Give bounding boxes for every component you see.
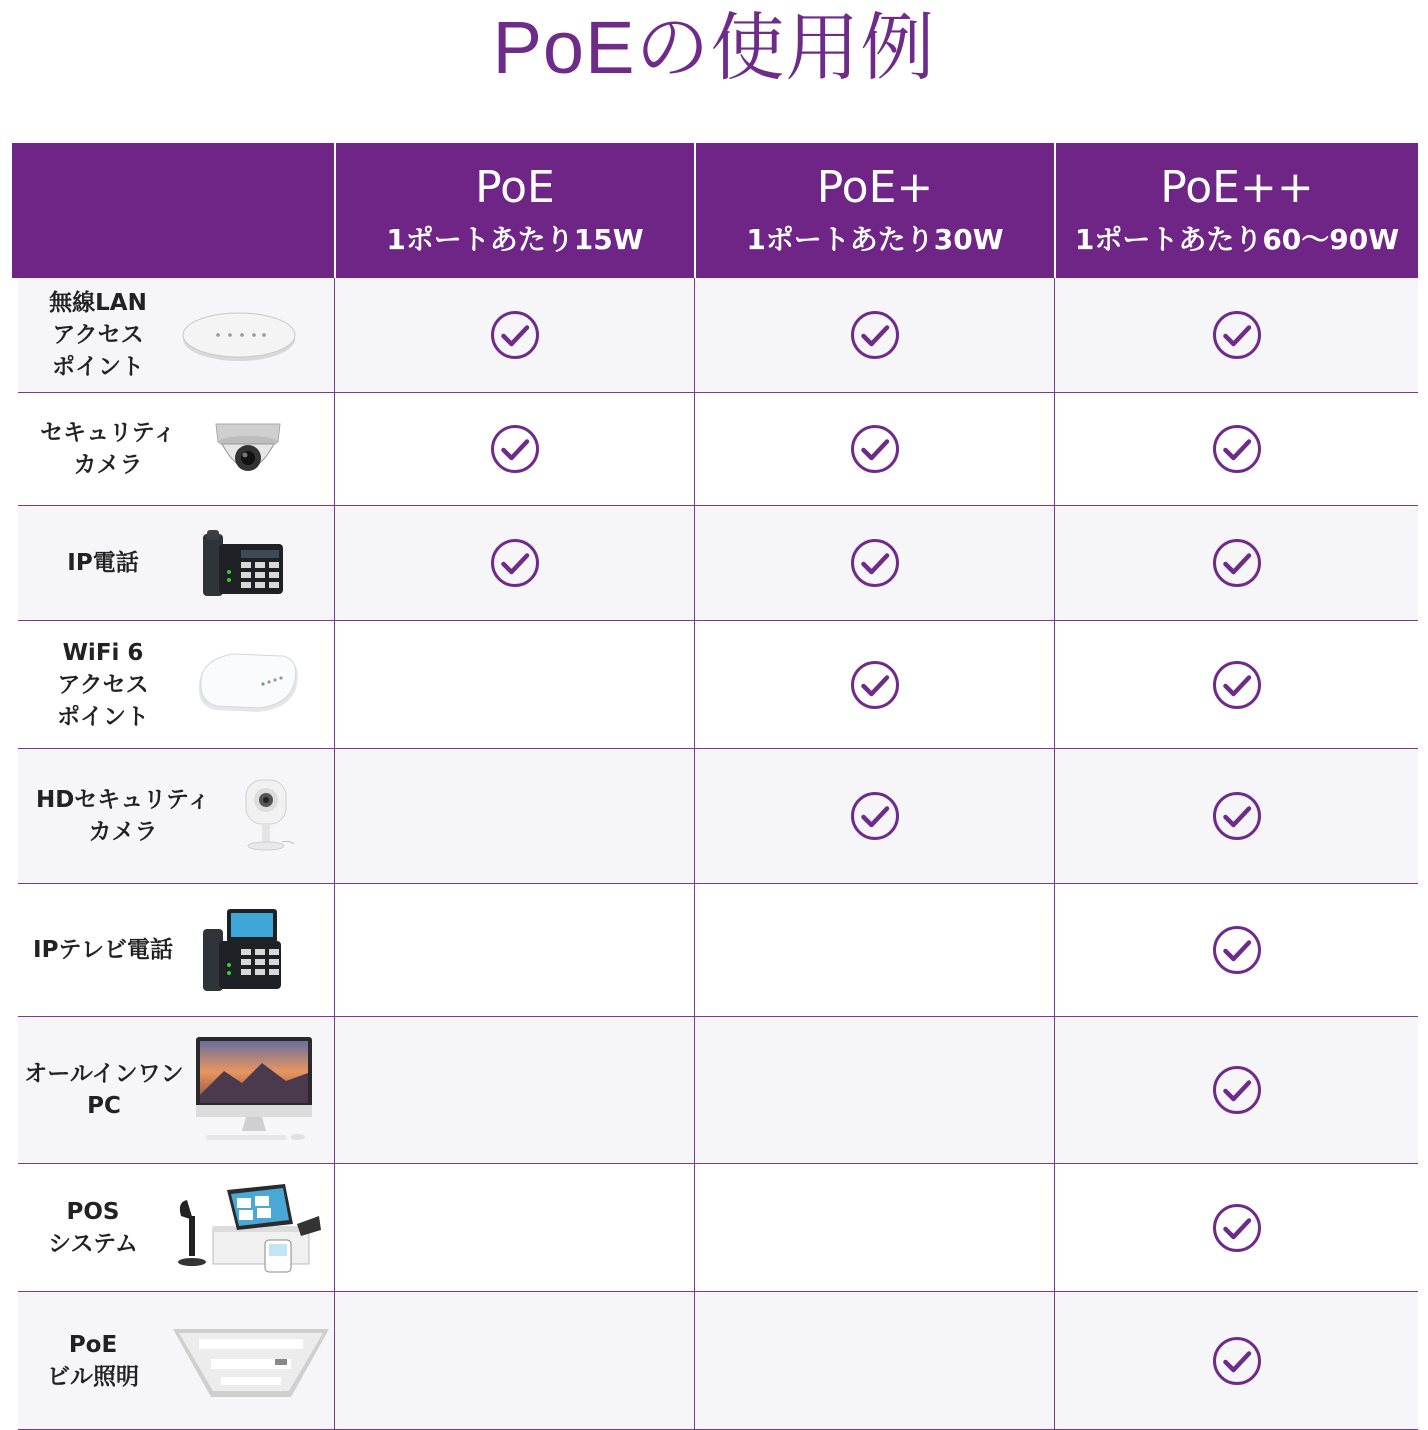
device-entry [18, 278, 334, 392]
device-cell [18, 621, 334, 749]
device-label: 無線LAN アクセス ポイント [49, 290, 147, 380]
security-camera-icon [198, 414, 298, 484]
device-label: セキュリティ カメラ [40, 420, 176, 478]
header-poe-plus-power: 1ポートあたり30W [746, 222, 1004, 256]
support-cell-poe-plus [694, 884, 1054, 1017]
device-cell [18, 278, 334, 393]
checkmark-icon [1212, 538, 1262, 588]
poe-comparison-table [12, 143, 1418, 1430]
checkmark-icon [850, 424, 900, 474]
header-poe-power: 1ポートあたり15W [386, 222, 644, 256]
header-poe-plus-plus-name: PoE++ [1160, 161, 1314, 213]
checkmark-icon [1212, 1336, 1262, 1386]
support-cell-poe-plus [694, 1017, 1054, 1164]
support-cell-poe [334, 749, 694, 884]
device-label: HDセキュリティ カメラ [35, 787, 211, 845]
header-poe-name: PoE [475, 161, 555, 213]
device-entry [18, 621, 334, 748]
checkmark-icon [1212, 660, 1262, 710]
support-cell-poe-plus [694, 393, 1054, 506]
checkmark-icon [490, 310, 540, 360]
device-cell [18, 393, 334, 506]
header-blank-cell [12, 143, 334, 278]
header-poe-plus-plus [1054, 143, 1418, 278]
wifi6-access-point-icon [188, 650, 308, 720]
support-cell-poe-plus-plus [1054, 749, 1418, 884]
access-point-icon [178, 305, 300, 365]
device-cell [18, 884, 334, 1017]
checkmark-icon [490, 424, 540, 474]
checkmark-icon [850, 791, 900, 841]
checkmark-icon [1212, 925, 1262, 975]
checkmark-icon [1212, 424, 1262, 474]
device-label: WiFi 6 アクセス ポイント [57, 639, 149, 730]
device-label: IPテレビ電話 [33, 937, 173, 963]
device-cell [18, 1017, 334, 1164]
support-cell-poe-plus-plus [1054, 506, 1418, 621]
device-label: オールインワン PC [24, 1061, 184, 1119]
device-entry [18, 1292, 334, 1429]
support-cell-poe-plus-plus [1054, 884, 1418, 1017]
checkmark-icon [490, 538, 540, 588]
support-cell-poe [334, 1164, 694, 1292]
header-poe [334, 143, 694, 278]
support-cell-poe [334, 506, 694, 621]
header-poe-plus [694, 143, 1054, 278]
device-label: IP電話 [67, 550, 139, 576]
checkmark-icon [1212, 791, 1262, 841]
support-cell-poe [334, 393, 694, 506]
support-cell-poe [334, 1292, 694, 1430]
support-cell-poe-plus-plus [1054, 1164, 1418, 1292]
device-entry [18, 1017, 334, 1163]
support-cell-poe [334, 884, 694, 1017]
device-entry [18, 1164, 334, 1291]
device-cell [18, 1164, 334, 1292]
page-title: PoEの使用例 [492, 6, 936, 89]
support-cell-poe-plus-plus [1054, 393, 1418, 506]
device-entry [18, 884, 334, 1016]
checkmark-icon [1212, 1203, 1262, 1253]
support-cell-poe [334, 1017, 694, 1164]
checkmark-icon [850, 310, 900, 360]
header-poe-plus-name: PoE+ [816, 161, 934, 213]
ceiling-light-icon [168, 1321, 334, 1401]
checkmark-icon [850, 660, 900, 710]
device-cell [18, 506, 334, 621]
device-label: POS システム [48, 1198, 138, 1257]
support-cell-poe-plus [694, 749, 1054, 884]
ip-phone-icon [188, 528, 298, 598]
support-cell-poe [334, 278, 694, 393]
video-phone-icon [188, 907, 298, 993]
device-entry [18, 506, 334, 620]
header-poe-plus-plus-power: 1ポートあたり60～90W [1074, 222, 1400, 256]
support-cell-poe-plus-plus [1054, 621, 1418, 749]
device-entry [18, 749, 334, 883]
hd-camera-icon [228, 778, 308, 854]
support-cell-poe-plus [694, 506, 1054, 621]
all-in-one-pc-icon [190, 1035, 318, 1145]
device-entry [18, 393, 334, 505]
device-cell [18, 749, 334, 884]
support-cell-poe-plus [694, 1164, 1054, 1292]
support-cell-poe-plus-plus [1054, 1017, 1418, 1164]
checkmark-icon [1212, 1065, 1262, 1115]
support-cell-poe-plus [694, 278, 1054, 393]
support-cell-poe-plus [694, 1292, 1054, 1430]
support-cell-poe-plus-plus [1054, 1292, 1418, 1430]
checkmark-icon [1212, 310, 1262, 360]
support-cell-poe-plus-plus [1054, 278, 1418, 393]
pos-system-icon [168, 1180, 328, 1276]
device-cell [18, 1292, 334, 1430]
checkmark-icon [850, 538, 900, 588]
support-cell-poe [334, 621, 694, 749]
support-cell-poe-plus [694, 621, 1054, 749]
device-label: PoE ビル照明 [47, 1331, 139, 1390]
